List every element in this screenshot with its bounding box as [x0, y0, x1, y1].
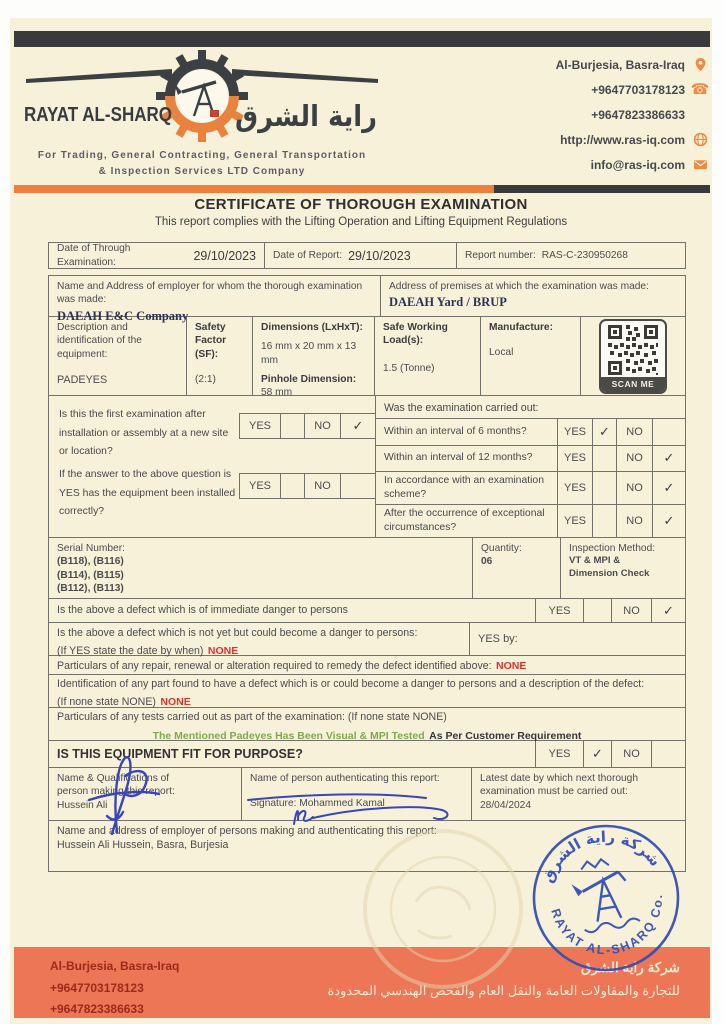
- company-logo: [22, 44, 382, 186]
- q2-no-check: [340, 474, 375, 498]
- identification-line1: Identification of any part found to have a defect which is or could become a danger to persons and a description of the defect:: [57, 678, 645, 690]
- dates-row: [48, 242, 686, 269]
- certificate-subtitle: This report complies with the Lifting Operation and Lifting Equipment Regulations: [154, 216, 568, 228]
- co2-no-label: NO: [616, 472, 652, 504]
- tests-text: Particulars of any tests carried out as part of the examination: (If none state NONE): [57, 711, 447, 723]
- first-exam-column: [49, 396, 375, 537]
- footer-contacts: [50, 956, 179, 1021]
- globe-icon: [692, 132, 708, 148]
- pinhole-label: Pinhole Dimension:: [261, 373, 357, 385]
- svg-text:RAYAT AL-SHARQ Co.: [548, 891, 674, 966]
- location-pin-icon: [692, 57, 708, 73]
- manufacture-cell: [480, 317, 580, 395]
- immediate-danger-question: [49, 599, 535, 622]
- serial-line-1: (B114), (B115): [57, 569, 124, 581]
- report-number-value: RAS-C-230950268: [541, 249, 628, 261]
- stamp-pumpjack-icon: [574, 855, 640, 933]
- future-danger-line1: Is the above a defect which is not yet but could become a danger to persons:: [57, 627, 418, 639]
- authenticator-label: Name of person authenticating this report:: [250, 773, 440, 784]
- co0-no-check: [652, 419, 685, 445]
- report-number-cell: [456, 243, 685, 268]
- dimensions-value: 16 mm x 20 mm x 13 mm: [261, 341, 357, 366]
- exam-date-cell: [49, 243, 264, 268]
- future-danger-question: [49, 623, 469, 655]
- carried-out-q2: In accordance with an examination scheme?: [384, 474, 544, 500]
- empty-icon-slot: [692, 107, 708, 123]
- equipment-row: [48, 316, 686, 396]
- contact-phone-2: [458, 102, 708, 127]
- q1-yes-label: YES: [248, 420, 271, 432]
- tests-question: [49, 708, 685, 740]
- q1-no-check: ✓: [340, 414, 375, 438]
- parties-row: [48, 275, 686, 323]
- authenticator-cell: [241, 768, 471, 820]
- logo-swoosh-left: [26, 69, 172, 83]
- logo-red-block: [210, 110, 219, 117]
- certificate-title: CERTIFICATE OF THOROUGH EXAMINATION: [194, 196, 528, 213]
- carried-out-item-0: [376, 418, 685, 446]
- serial-line-0: (B118), (B116): [57, 556, 124, 568]
- equipment-description-value: PADEYES: [57, 373, 108, 386]
- exam-date-label: Date of Through Examination:: [57, 243, 131, 268]
- carried-out-q3: After the occurrence of exceptional circumstances?: [384, 507, 545, 533]
- qr-cell: [580, 317, 685, 395]
- report-date-label: Date of Report:: [273, 249, 343, 261]
- stamp-arabic-text: شركة راية الشرق: [538, 827, 665, 886]
- identification-question: [49, 675, 685, 707]
- divider-dark-bar: [494, 185, 710, 193]
- safety-factor-value: (2:1): [195, 373, 216, 385]
- premises-cell: [380, 276, 685, 316]
- employer-cell: [49, 276, 380, 323]
- equipment-description-cell: [49, 317, 186, 395]
- first-exam-q1-checkgrid: [239, 413, 376, 439]
- qr-scan-label: SCAN ME: [601, 377, 665, 392]
- co3-yes-check: [592, 505, 616, 537]
- inspection-method-cell: [560, 538, 685, 598]
- header-contact-list: [458, 52, 708, 177]
- immediate-danger-text: Is the above a defect which is of immediate danger to persons: [57, 603, 348, 616]
- signoff-employer-label: Name and address of employer of persons making and authenticating this report:: [57, 825, 437, 837]
- stamp-english-text: RAYAT AL-SHARQ Co.: [548, 892, 666, 958]
- brand-name: RAYAT AL-SHARQ: [24, 104, 172, 126]
- identification-line2: (If none state NONE): [57, 695, 156, 708]
- immediate-no-label: NO: [611, 599, 651, 622]
- report-date-value: 29/10/2023: [348, 248, 411, 263]
- contact-address: [458, 52, 708, 77]
- next-exam-date: 28/04/2024: [480, 799, 531, 811]
- premises-value: DAEAH Yard / BRUP: [389, 295, 507, 310]
- qr-pattern: [604, 323, 662, 377]
- maker-cell: [49, 768, 241, 820]
- serial-row: [48, 537, 686, 599]
- first-exam-question1: Is this the first examination after installation or assembly at a new site or location?: [59, 409, 229, 458]
- identification-answer: NONE: [160, 695, 191, 708]
- co2-yes-label: YES: [563, 481, 586, 494]
- tests-answer-green: The Mentioned Padeyes Has Been Visual & MPI Tested: [152, 729, 425, 742]
- serial-label: Serial Number:: [57, 543, 125, 554]
- manufacture-value: Local: [489, 347, 514, 359]
- contact-phone1-text: +9647703178123: [591, 82, 685, 97]
- co3-yes-label: YES: [563, 514, 586, 527]
- signoff-row: [48, 767, 686, 821]
- employer-value: DAEAH E&C Company: [57, 308, 189, 323]
- manufacture-label: Manufacture:: [489, 322, 553, 333]
- contact-phone-1: [458, 77, 708, 102]
- carried-out-column: [375, 396, 685, 537]
- co1-no-label: NO: [616, 446, 652, 471]
- fit-question-text: IS THIS EQUIPMENT FIT FOR PURPOSE?: [57, 747, 303, 761]
- carried-out-heading: Was the examination carried out:: [384, 402, 539, 414]
- co0-yes-check: ✓: [592, 419, 616, 445]
- co1-yes-label: YES: [563, 452, 586, 465]
- repair-text: Particulars of any repair, renewal or alteration required to remedy the defect identified above:: [57, 660, 492, 672]
- next-exam-label: Latest date by which next thorough examination must be carried out:: [480, 773, 639, 798]
- safety-factor-cell: [186, 317, 252, 395]
- phone-icon: ☎: [690, 81, 710, 98]
- brand-tagline: [22, 148, 382, 180]
- equipment-description-label: Description and identification of the equipment:: [57, 322, 142, 360]
- yes-by-label: YES by:: [478, 633, 518, 645]
- carried-out-item-2: [376, 472, 685, 505]
- repair-row: [48, 655, 686, 675]
- inspection-method-value2: Dimension Check: [569, 567, 650, 579]
- repair-answer: NONE: [496, 660, 527, 672]
- first-exam-q2-checkgrid: [239, 473, 376, 499]
- employer-label: Name and Address of employer for whom the thorough examination was made:: [57, 281, 363, 306]
- co0-yes-label: YES: [563, 425, 586, 438]
- contact-email: [458, 152, 708, 177]
- exam-date-value: 29/10/2023: [193, 248, 256, 263]
- carried-out-item-3: [376, 505, 685, 537]
- embossed-ghost-stamp: [356, 822, 531, 997]
- swl-value: 1.5 (Tonne): [383, 362, 435, 374]
- fit-yes-label: YES: [535, 741, 583, 767]
- brand-name-arabic: راية الشرق: [235, 99, 377, 133]
- fit-yes-check: ✓: [583, 741, 611, 767]
- contact-phone2-text: +9647823386633: [591, 107, 685, 122]
- quantity-cell: [472, 538, 560, 598]
- dimensions-label: Dimensions (LxHxT):: [261, 322, 363, 333]
- tagline-line2: & Inspection Services LTD Company: [98, 166, 306, 177]
- carried-out-q0: Within an interval of 6 months?: [384, 425, 527, 437]
- tagline-line1: For Trading, General Contracting, General Transportation: [37, 150, 367, 161]
- maker-label: Name & Qualifications of person making this report:: [57, 773, 175, 798]
- company-stamp: [512, 804, 700, 992]
- certificate-body-table: [48, 276, 686, 872]
- inspection-method-value1: VT & MPI &: [569, 555, 621, 567]
- future-danger-line2: (If YES state the date by when): [57, 644, 204, 657]
- authenticator-signature-text: Signature: Mohammed Kamal: [250, 798, 385, 810]
- first-exam-question2: If the answer to the above question is YES has the equipment been installed correctly?: [59, 469, 236, 518]
- examination-questions-row: [48, 395, 686, 538]
- fit-for-purpose-row: [48, 740, 686, 768]
- immediate-yes-check: [583, 599, 611, 622]
- footer-phone2: +9647823386633: [50, 1002, 144, 1017]
- footer-address: Al-Burjesia, Basra-Iraq: [50, 959, 180, 973]
- maker-name: Hussein Ali: [57, 799, 108, 811]
- contact-email-text: info@ras-iq.com: [590, 157, 685, 172]
- logo-graphic: [22, 44, 382, 148]
- fit-no-check: [651, 741, 685, 767]
- carried-out-item-1: [376, 446, 685, 472]
- qr-code: [599, 319, 667, 394]
- immediate-danger-row: [48, 598, 686, 623]
- tests-row: [48, 707, 686, 741]
- fit-no-label: NO: [611, 741, 651, 767]
- report-number-label: Report number:: [465, 249, 536, 261]
- safety-factor-label: Safety Factor (SF):: [195, 322, 227, 360]
- signoff-employer-value: Hussein Ali Hussein, Basra, Burjesia: [57, 838, 229, 851]
- contact-website: [458, 127, 708, 152]
- dimensions-cell: [252, 317, 374, 398]
- future-danger-row: [48, 622, 686, 656]
- co2-no-check: ✓: [652, 472, 685, 504]
- co2-yes-check: [592, 472, 616, 504]
- logo-swoosh-right: [232, 69, 378, 83]
- q2-no-label: NO: [304, 474, 340, 498]
- quantity-label: Quantity:: [481, 543, 522, 554]
- serial-cell: [49, 538, 472, 598]
- q2-yes-check: [280, 474, 304, 498]
- envelope-icon: [692, 157, 708, 173]
- quantity-value: 06: [481, 556, 493, 568]
- co1-no-check: ✓: [652, 446, 685, 471]
- divider-orange-bar: [14, 185, 494, 193]
- co0-no-label: NO: [616, 419, 652, 445]
- swl-label: Safe Working Load(s):: [383, 322, 448, 347]
- footer-company-desc-arabic: للتجارة والمقاولات العامة والنقل العام والفحص الهندسي المحدودة: [327, 982, 680, 998]
- serial-line-2: (B112), (B113): [57, 582, 124, 594]
- fit-question: [49, 741, 535, 767]
- co3-no-check: ✓: [652, 505, 685, 537]
- inspection-method-label: Inspection Method:: [569, 543, 656, 554]
- premises-label: Address of premises at which the examination was made:: [389, 281, 649, 292]
- identification-row: [48, 674, 686, 708]
- pinhole-value: 58 mm: [261, 387, 293, 398]
- carried-out-q1: Within an interval of 12 months?: [384, 452, 533, 464]
- co1-yes-check: [592, 446, 616, 471]
- svg-text:شركة راية الشرق: [532, 819, 666, 888]
- footer-phone1: +9647703178123: [50, 980, 144, 995]
- co3-no-label: NO: [616, 505, 652, 537]
- repair-question: [49, 654, 685, 676]
- report-date-cell: [264, 243, 456, 268]
- swl-cell: [374, 317, 480, 395]
- contact-website-text: http://www.ras-iq.com: [560, 132, 685, 147]
- q2-yes-label: YES: [248, 480, 271, 492]
- immediate-yes-label: YES: [535, 599, 583, 622]
- footer-company-name-arabic: شركة راية الشرق: [580, 960, 680, 975]
- yes-by-cell: [469, 623, 685, 655]
- immediate-no-check: ✓: [651, 599, 685, 622]
- q1-no-label: NO: [304, 414, 340, 438]
- contact-address-text: Al-Burjesia, Basra-Iraq: [555, 57, 685, 72]
- q1-yes-check: [280, 414, 304, 438]
- tests-answer-bold: As Per Customer Requirement: [429, 729, 582, 742]
- future-danger-answer: NONE: [207, 644, 239, 657]
